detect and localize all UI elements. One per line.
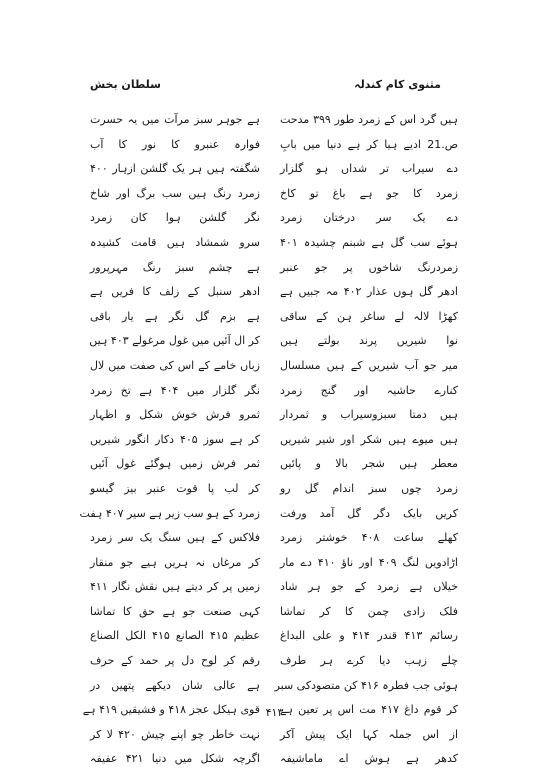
book-title: مثنوی کام کندلہ — [354, 78, 441, 91]
verse-line: زمرد چوں سبز اندام گل رو — [280, 481, 458, 495]
verse-line: ادھر سنبل کے زلف کا فریں ہے — [90, 285, 260, 299]
verse-line: کنارے حاشیہ اور گنج زمرد — [280, 383, 458, 397]
verse-line: ادھر گل ہوں عذار ۴۰۲ مہ جبیں ہے — [280, 285, 458, 299]
author-name: سلطان بخش — [90, 78, 161, 91]
verse-line: فلک زادی چمن کا کر تماشا — [280, 604, 458, 618]
verse-line: ہوئے سب گل ہے شبنم چشیدہ ۴۰۱ — [280, 235, 458, 249]
verse-line: ہوئی جب فطرہ ۴۱۶ کن متصودکی سبر — [274, 678, 458, 692]
verse-line: کر قوم داغ ۴۱۷ مت اس پر تعین ہے — [280, 703, 458, 717]
verse-line: نگر گلشن ہوا کان زمرد — [90, 211, 260, 225]
verse-line: زمرد رنگ ہیں سب برگ اور شاخ — [90, 186, 260, 200]
verse-line: اگرچہ شکل میں دنیا ۴۲۱ عفیفہ — [90, 752, 260, 766]
verse-line: رسائم ۴۱۳ قندر ۴۱۴ و علی البداغ — [280, 629, 458, 643]
verse-line: معطر ہیں شجر بالا و پائیں — [280, 457, 458, 471]
verse-line: ہے بزم گل نگر ہے یار باقی — [90, 309, 260, 323]
verse-line: دے یک سر درختان زمرد — [280, 211, 458, 225]
verse-line: نگر گلزار میں ۴۰۴ ہے تخ زمرد — [90, 383, 260, 397]
verse-line: زمیں پر کر دیتے ہیں نقش نگار ۴۱۱ — [90, 580, 260, 594]
verse-line: زمرد کے ہو سب زیر ہے سیر ۴۰۷ ہفت — [79, 506, 260, 520]
verse-line: سرو شمشاد ہیں قامت کشیدہ — [90, 235, 260, 249]
verse-line: ثمر فرش زمیں ہوگئے غول آئیں — [90, 457, 260, 471]
verse-line: رقم کر لوح دل پر حمد کے حرف — [90, 654, 260, 668]
verse-line: خیلاں ہے زمرد کے جو ہر شاد — [280, 580, 458, 594]
verse-line: ہے عالی شان دیکھے پتھیں در — [90, 678, 260, 692]
verse-line: فلاکس کے ہیں سنگ یک سر زمرد — [90, 531, 260, 545]
verse-line: ص.21 ادیے ہیا کر ہے دنیا میں بابِ — [280, 137, 458, 151]
verse-line: ہے جوہر سبز مرآت میں یہ حسرت — [90, 113, 260, 126]
verse-line: ہے چشم سبز رنگ مہرپرور — [90, 260, 260, 274]
verse-line: زباں خامے کے اس کی صفت میں لال — [90, 358, 260, 372]
right-verse-column — [274, 108, 458, 772]
verse-line: ہیں گرد اس کے زمرد طور ۳۹۹ مدحت — [280, 113, 458, 126]
verse-line: ہیں میوے ہیں شکر اور شیر شیریں — [280, 432, 458, 446]
verse-line: میر جو آب شیریں کے ہیں مسلسال — [280, 358, 458, 372]
verse-line: فوارہ عنبرو کا نور کا آب — [90, 137, 260, 151]
verse-line: کھلے ساعت ۴۰۸ خوشتر زمرد — [280, 531, 458, 545]
verse-line: کریں بایک دگر گل آمد ورفت — [280, 506, 458, 520]
verse-line: زمرد کا جو ہے باغ تو کاخ — [280, 186, 458, 200]
verse-line: کر ال آئیں میں غول مرغولے ۴۰۳ ہیں — [89, 334, 260, 348]
verse-line: نہت خاطر چو اپنے چیش ۴۲۰ لا کر — [90, 727, 260, 741]
verse-line: شگفتہ ہیں ہر یک گلشن ازہار ۴۰۰ — [90, 162, 260, 176]
left-verse-column — [79, 108, 260, 772]
verse-line: کھڑا لالہ لے ساغر ہن کے ساقی — [280, 309, 458, 323]
verse-line: کر ہے سوز ۴۰۵ دکار انگور شیریں — [90, 432, 260, 446]
verse-line: از اس جملہ کہا ایک پیش آکر — [280, 727, 458, 741]
verse-line: ہیں دمتا سبزوسیراب و ثمردار — [280, 408, 458, 422]
verse-line: دے سیراب تر شداں ہو گلزار — [280, 162, 458, 176]
verse-line: قوی ہیکل عجز ۴۱۸ و فشیقیں ۴۱۹ ہے — [82, 703, 260, 717]
verse-line: زمردرنگ شاخوں پر جو عنبر — [280, 260, 458, 274]
verse-line: کر لب پا قوت عنبر بیز گیسو — [90, 481, 260, 495]
verse-line: نوا شیریں پرند بولتے ہیں — [280, 334, 458, 348]
verse-line: ثمرو فرش خوش شکل و اظہار — [90, 408, 260, 422]
verse-line: کہی صنعت جو ہے حق کا تماشا — [90, 604, 260, 618]
verse-line: اڑادویں لنگ ۴۰۹ اور ناؤ ۴۱۰ دے مار — [280, 555, 458, 569]
verse-line: کر مرغاں نہ ہریں ہیے جو منقار — [90, 555, 260, 569]
verse-line: چلے زہب دیا کرے ہر طرف — [280, 654, 458, 668]
verse-line: عظیم ۴۱۵ الصانع ۴۱۵ الکل الصناع — [90, 629, 260, 643]
page-number: ۴۱۳ — [265, 706, 284, 719]
verse-line: کدھر ہے ہوش اے ماماشیفہ — [280, 752, 458, 766]
